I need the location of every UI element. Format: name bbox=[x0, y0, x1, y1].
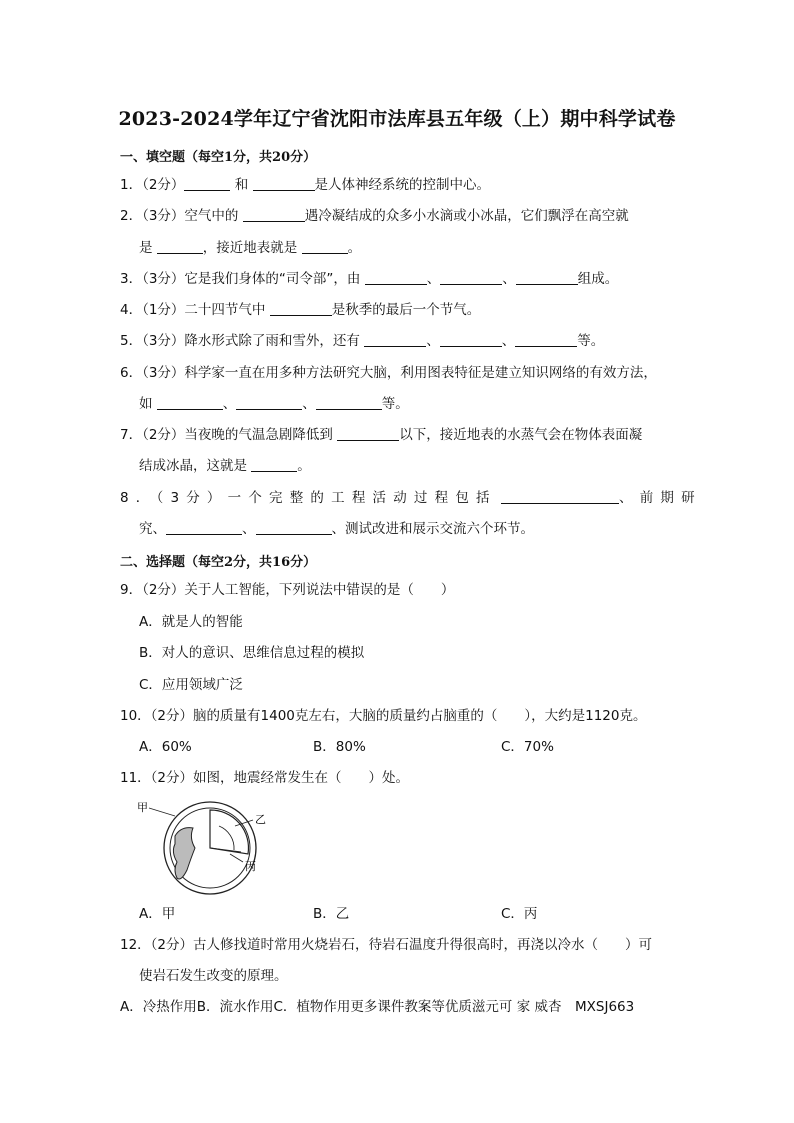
question-2-line-1 bbox=[120, 207, 629, 225]
separator: 、 bbox=[302, 396, 316, 412]
question-12-options[interactable]: A．冷热作用B．流水作用C．植物作用更多课件教案等优质滋元可 家 威杏 MXSJ663 bbox=[120, 999, 635, 1015]
blank[interactable] bbox=[440, 332, 502, 347]
separator: 、 bbox=[426, 271, 441, 287]
q10-option-b[interactable]: B．80% bbox=[313, 739, 366, 755]
separator: 、 bbox=[502, 271, 516, 287]
blank[interactable] bbox=[256, 520, 332, 535]
q6-line2-prefix: 如 bbox=[139, 396, 153, 412]
blank[interactable] bbox=[364, 332, 426, 347]
q11-option-b[interactable]: B．乙 bbox=[313, 906, 350, 922]
q2-line2-end: 。 bbox=[347, 240, 362, 256]
section-heading-multiple-choice: 二、选择题（每空2分，共16分） bbox=[120, 555, 317, 570]
q7-text: 以下，接近地表的水蒸气会在物体表面凝 bbox=[399, 427, 643, 443]
question-3 bbox=[120, 270, 618, 288]
blank[interactable] bbox=[337, 426, 399, 441]
q5-prefix: 5．（3分）降水形式除了雨和雪外，还有 bbox=[120, 333, 360, 349]
question-1 bbox=[120, 176, 490, 194]
blank[interactable] bbox=[236, 395, 302, 410]
q4-suffix: 是秋季的最后一个节气。 bbox=[331, 302, 481, 318]
q8-suffix: 、测试改进和展示交流六个环节。 bbox=[331, 521, 534, 537]
q1-suffix: 是人体神经系统的控制中心。 bbox=[314, 177, 491, 193]
label-yi: 乙 bbox=[255, 813, 266, 826]
q11-option-c[interactable]: C．丙 bbox=[501, 906, 538, 922]
q6-suffix: 等。 bbox=[381, 396, 409, 412]
separator: 、 bbox=[501, 333, 516, 349]
question-9-stem: 9．（2分）关于人工智能，下列说法中错误的是（ ） bbox=[120, 582, 455, 598]
question-6-line-2 bbox=[139, 395, 409, 413]
q8-text: 、前期研 bbox=[619, 490, 702, 506]
blank[interactable] bbox=[302, 239, 348, 254]
blank[interactable] bbox=[516, 270, 578, 285]
blank[interactable] bbox=[243, 207, 305, 222]
q9-option-c[interactable]: C．应用领域广泛 bbox=[139, 677, 243, 693]
label-bing: 丙 bbox=[245, 860, 256, 873]
question-8-line-2 bbox=[139, 520, 534, 538]
separator: 、 bbox=[222, 396, 237, 412]
q10-option-c[interactable]: C．70% bbox=[501, 739, 554, 755]
q2-line2-prefix: 是 bbox=[139, 240, 153, 256]
label-jia: 甲 bbox=[137, 801, 148, 814]
separator: 、 bbox=[242, 521, 256, 537]
pointer-jia bbox=[149, 808, 175, 816]
blank[interactable] bbox=[184, 176, 230, 191]
blank[interactable] bbox=[270, 301, 332, 316]
question-5 bbox=[120, 332, 604, 350]
q10-option-a[interactable]: A．60% bbox=[139, 739, 192, 755]
blank[interactable] bbox=[365, 270, 427, 285]
q2-prefix: 2．（3分）空气中的 bbox=[120, 208, 239, 224]
q4-prefix: 4．（1分）二十四节气中 bbox=[120, 302, 266, 318]
q9-option-a[interactable]: A．就是人的智能 bbox=[139, 614, 243, 630]
blank[interactable] bbox=[316, 395, 382, 410]
q2-text: 遇冷凝结成的众多小水滴或小冰晶，它们飘浮在高空就 bbox=[304, 208, 629, 224]
earth-structure-figure bbox=[135, 796, 275, 896]
blank[interactable] bbox=[166, 520, 242, 535]
q7-line2-end: 。 bbox=[297, 458, 311, 474]
question-12-line-2: 使岩石发生改变的原理。 bbox=[139, 968, 288, 984]
q9-option-b[interactable]: B．对人的意识、思维信息过程的模拟 bbox=[139, 645, 365, 661]
q8-line2-prefix: 究、 bbox=[139, 521, 166, 537]
question-7-line-1 bbox=[120, 426, 642, 444]
blank[interactable] bbox=[501, 489, 619, 504]
blank[interactable] bbox=[251, 457, 297, 472]
question-12-line-1: 12．（2分）古人修找道时常用火烧岩石，待岩石温度升得很高时，再浇以冷水（ ）可 bbox=[120, 937, 653, 953]
q11-option-a[interactable]: A．甲 bbox=[139, 906, 176, 922]
blank[interactable] bbox=[440, 270, 502, 285]
blank[interactable] bbox=[157, 395, 223, 410]
question-6-line-1: 6．（3分）科学家一直在用多种方法研究大脑，利用图表特征是建立知识网络的有效方法， bbox=[120, 365, 657, 381]
page-title: 2023-2024学年辽宁省沈阳市法库县五年级（上）期中科学试卷 bbox=[118, 108, 676, 130]
q3-prefix: 3．（3分）它是我们身体的“司令部”，由 bbox=[120, 271, 361, 287]
q1-mid: 和 bbox=[234, 177, 249, 193]
q5-suffix: 等。 bbox=[577, 333, 605, 349]
q1-prefix: 1．（2分） bbox=[120, 177, 185, 193]
q7-line2-prefix: 结成冰晶，这就是 bbox=[139, 458, 247, 474]
question-11-stem: 11．（2分）如图，地震经常发生在（ ）处。 bbox=[120, 770, 410, 786]
question-7-line-2 bbox=[139, 457, 311, 475]
question-8-line-1 bbox=[120, 489, 702, 507]
question-2-line-2 bbox=[139, 239, 361, 257]
q8-prefix: 8．（3分）一个完整的工程活动过程包括 bbox=[120, 490, 497, 506]
question-10-stem: 10．（2分）脑的质量有1400克左右，大脑的质量约占脑重的（ ），大约是1120克。 bbox=[120, 708, 647, 724]
section-heading-fill-blank: 一、填空题（每空1分，共20分） bbox=[120, 150, 317, 165]
q2-line2-mid: ，接近地表就是 bbox=[202, 240, 298, 256]
blank[interactable] bbox=[157, 239, 203, 254]
blank[interactable] bbox=[253, 176, 315, 191]
blank[interactable] bbox=[515, 332, 577, 347]
q7-prefix: 7．（2分）当夜晚的气温急剧降低到 bbox=[120, 427, 333, 443]
question-4 bbox=[120, 301, 480, 319]
q3-suffix: 组成。 bbox=[577, 271, 619, 287]
separator: 、 bbox=[426, 333, 440, 349]
